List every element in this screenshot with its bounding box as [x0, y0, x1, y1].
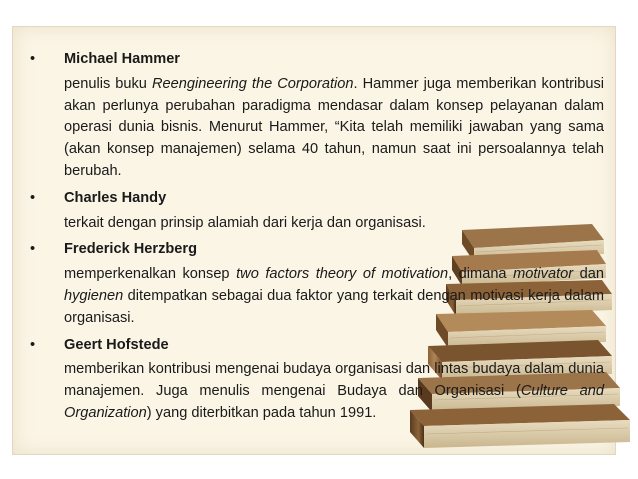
body-segment-italic: Reengineering the Corporation	[151, 75, 354, 92]
body-segment: memberikan kontribusi mengenai budaya organisasi dan lintas budaya dalam dunia manajemen. Juga menulis mengenai Budaya dan Organisasi (	[64, 361, 604, 400]
body-segment: terkait dengan prinsip alamiah dari kerja dan organisasi.	[64, 214, 426, 231]
body-segment-italic: Culture and Organization	[64, 383, 604, 421]
entry-description	[28, 359, 604, 424]
bullet-icon: •	[30, 241, 36, 258]
entry-name: Michael Hammer	[64, 51, 180, 67]
entry-heading	[28, 335, 604, 357]
body-segment-italic: motivator	[513, 266, 574, 283]
body-segment: ditempatkan sebagai dua faktor yang terkait dengan motivasi kerja dalam organisasi.	[64, 287, 604, 326]
entry-description	[28, 213, 604, 235]
entry-heading	[28, 239, 604, 261]
entry-michael-hammer	[28, 49, 604, 183]
bullet-icon: •	[30, 336, 36, 353]
entry-heading	[28, 188, 604, 210]
body-segment: memperkenalkan konsep	[64, 266, 237, 283]
bullet-icon: •	[30, 189, 36, 206]
entry-name: Geert Hofstede	[64, 336, 169, 353]
body-segment-italic: two factors theory of motivation	[236, 266, 449, 283]
entry-description	[28, 264, 604, 329]
entry-charles-handy	[28, 188, 604, 235]
entry-name: Frederick Herzberg	[64, 241, 198, 258]
body-segment: . Hammer juga memberikan kontribusi akan perlunya perubahan paradigma mendasar dalam konsep pelayanan dalam operasi dunia bisnis. Menurut Hammer, “Kita telah memiliki jawaban yang sama (akan konsep manajemen) selama 40 tahun, namun saat ini persoalannya telah berubah.	[64, 75, 604, 179]
body-segment: ) yang diterbitkan pada tahun 1991.	[146, 404, 377, 421]
entry-description	[28, 74, 604, 183]
body-segment: dan	[573, 266, 605, 283]
body-segment: , dimana	[448, 266, 514, 283]
entry-frederick-herzberg	[28, 239, 604, 329]
entry-name: Charles Handy	[64, 189, 167, 206]
entry-geert-hofstede	[28, 335, 604, 425]
entry-heading	[28, 49, 604, 71]
bullet-icon: •	[30, 51, 36, 67]
body-segment-italic: hygienen	[64, 287, 124, 304]
body-segment: penulis buku	[64, 75, 152, 92]
content-area	[28, 49, 604, 430]
